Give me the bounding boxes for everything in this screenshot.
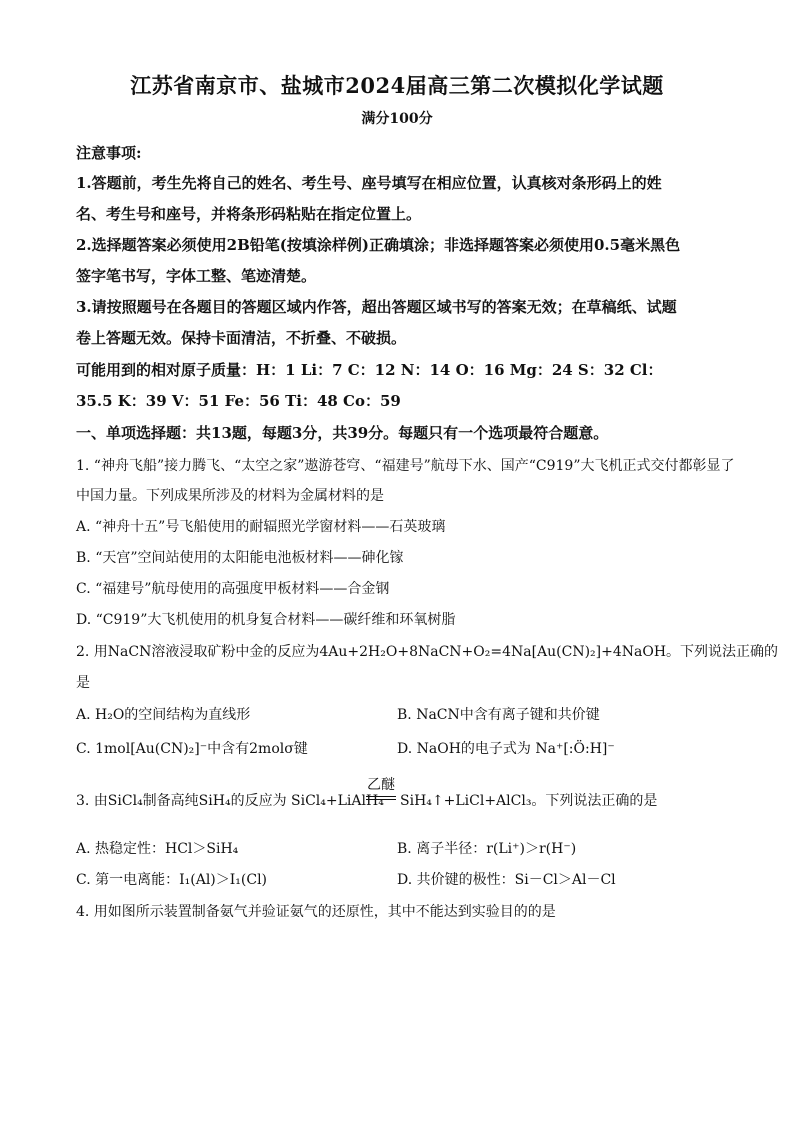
q1-option-d: D. “C919”大飞机使用的机身复合材料——碳纤维和环氧树脂 [76,612,456,628]
exam-title: 江苏省南京市、盐城市2024届高三第二次模拟化学试题 [130,73,664,98]
notice-line-1: 1.答题前，考生先将自己的姓名、考生号、座号填写在相应位置，认真核对条形码上的姓 [76,174,662,192]
notice-heading: 注意事项: [76,144,142,162]
notice-line-4: 签字笔书写，字体工整、笔迹清楚。 [76,267,317,285]
notice-line-5: 3.请按照题号在各题目的答题区域内作答，超出答题区域书写的答案无效；在草稿纸、试题 [76,298,677,316]
q3-option-d: D. 共价键的极性：Si－Cl＞Al－Cl [397,872,616,888]
atomic-mass-line-1: 可能用到的相对原子质量：H：1 Li：7 C：12 N：14 O：16 Mg：24 S：32 Cl： [76,361,663,379]
q3-option-a: A. 热稳定性：HCl＞SiH₄ [76,841,239,857]
q1-stem-line-2: 中国力量。下列成果所涉及的材料为金属材料的是 [76,488,384,504]
notice-line-3: 2.选择题答案必须使用2B铅笔(按填涂样例)正确填涂；非选择题答案必须使用0.5毫米黑色 [76,236,681,254]
section-heading: 一、单项选择题：共13题，每题3分，共39分。每题只有一个选项最符合题意。 [76,424,609,442]
notice-line-2: 名、考生号和座号，并将条形码粘贴在指定位置上。 [76,205,422,223]
q2-option-a: A. H₂O的空间结构为直线形 [76,707,251,723]
q1-option-a: A. “神舟十五”号飞船使用的耐辐照光学窗材料——石英玻璃 [76,519,446,535]
q2-option-c: C. 1mol[Au(CN)₂]⁻中含有2molσ键 [76,741,308,757]
q4-stem: 4. 用如图所示装置制备氨气并验证氨气的还原性，其中不能达到实验目的的是 [76,904,556,920]
q2-stem-line-2: 是 [76,675,90,691]
notice-line-6: 卷上答题无效。保持卡面清洁，不折叠、不破损。 [76,329,407,347]
q1-option-c: C. “福建号”航母使用的高强度甲板材料——合金钢 [76,581,390,597]
total-score: 满分100分 [361,111,433,127]
q2-option-d: D. NaOH的电子式为 Na⁺[:Ö:H]⁻ [397,741,615,757]
q3-stem-left: 3. 由SiCl₄制备高纯SiH₄的反应为 SiCl₄+LiAlH₄ [76,793,384,809]
reaction-condition-arrow [366,774,396,800]
q2-option-b: B. NaCN中含有离子键和共价键 [397,707,600,723]
q2-stem-line-1: 2. 用NaCN溶液浸取矿粉中金的反应为4Au+2H₂O+8NaCN+O₂=4Na[Au(CN)₂]+4NaOH。下列说法正确的 [76,644,779,660]
reaction-condition-label: 乙醚 [367,777,395,793]
atomic-mass-line-2: 35.5 K：39 V：51 Fe：56 Ti：48 Co：59 [76,392,401,410]
q1-option-b: B. “天宫”空间站使用的太阳能电池板材料——砷化镓 [76,550,404,566]
q3-option-b: B. 离子半径：r(Li⁺)＞r(H⁻) [397,841,577,857]
q3-stem-right: SiH₄↑+LiCl+AlCl₃。下列说法正确的是 [400,793,658,809]
q3-option-c: C. 第一电离能：I₁(Al)＞I₁(Cl) [76,872,268,888]
q1-stem-line-1: 1. “神舟飞船”接力腾飞、“太空之家”遨游苍穹、“福建号”航母下水、国产“C919”大飞机正式交付都彰显了 [76,458,735,474]
